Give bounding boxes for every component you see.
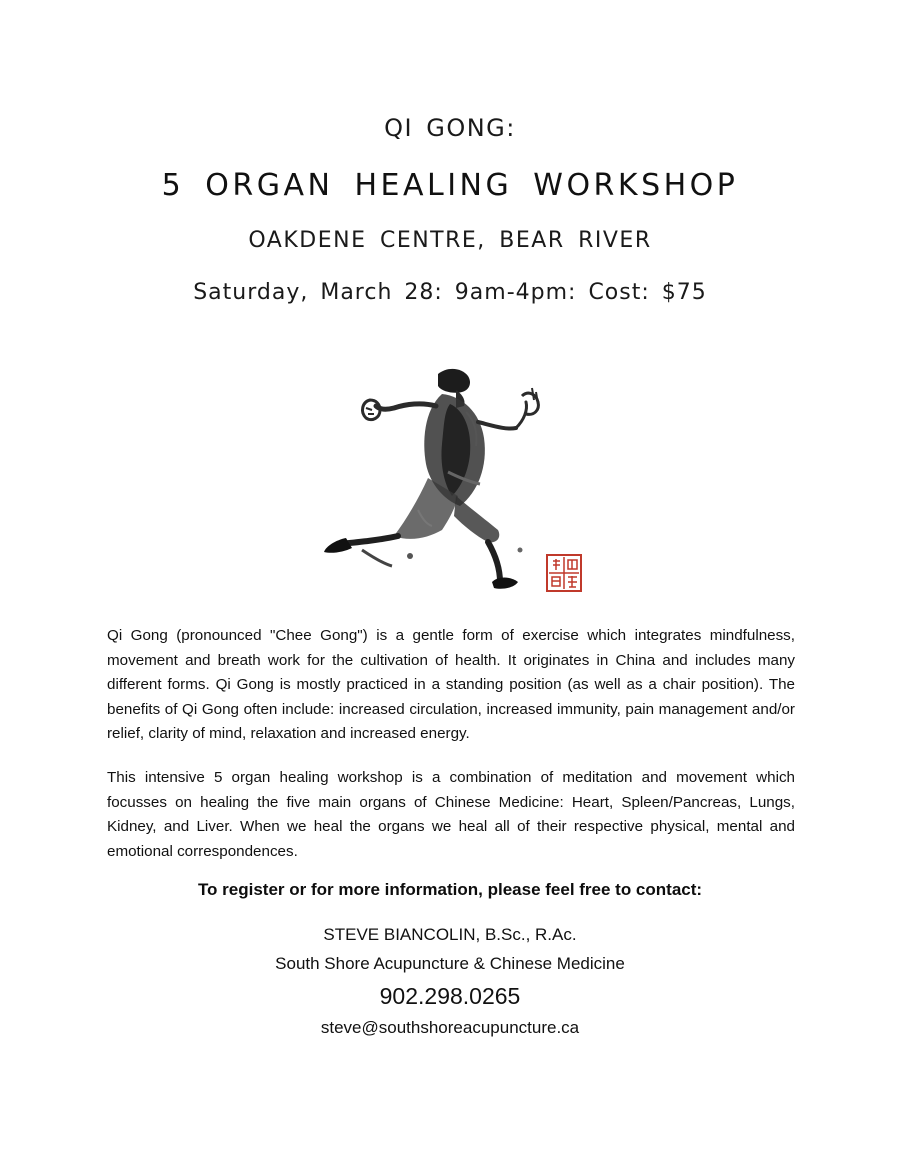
contact-phone: 902.298.0265 [379,983,521,1009]
contact-name: STEVE BIANCOLIN, B.Sc., R.Ac. [323,925,577,944]
workshop-details-paragraph: This intensive 5 organ healing workshop is a combination of meditation and movement which focusses on healing the five main organs of Chinese Medicine: Heart, Spleen/Pancreas, Lungs, Kidney, and Liver. When we heal the organs we heal all of their respective physical, mental and emotional correspondences. [107,769,795,860]
location: OAKDENE CENTRE, BEAR RIVER [248,228,652,253]
date-time-cost: Saturday, March 28: 9am-4pm: Cost: $75 [193,280,707,305]
contact-email: steve@southshoreacupuncture.ca [320,1018,580,1037]
description-paragraph: Qi Gong (pronounced "Chee Gong") is a gentle form of exercise which integrates mindfulness, movement and breath work for the cultivation of health. It originates in China and includes many different forms. Qi Gong is mostly practiced in a standing position (as well as a chair position). The benefits of Qi Gong often include: increased circulation, increased immunity, pain management and/or relief, clarity of mind, relaxation and increased energy. [107,627,795,743]
pre-title: QI GONG: [384,114,516,142]
contact-heading: To register or for more information, please feel free to contact: [197,880,703,899]
page-title: 5 ORGAN HEALING WORKSHOP [161,168,739,203]
red-seal-stamp-icon [545,553,583,593]
contact-organization: South Shore Acupuncture & Chinese Medicine [275,954,625,973]
qi-gong-figure-illustration [310,360,600,605]
